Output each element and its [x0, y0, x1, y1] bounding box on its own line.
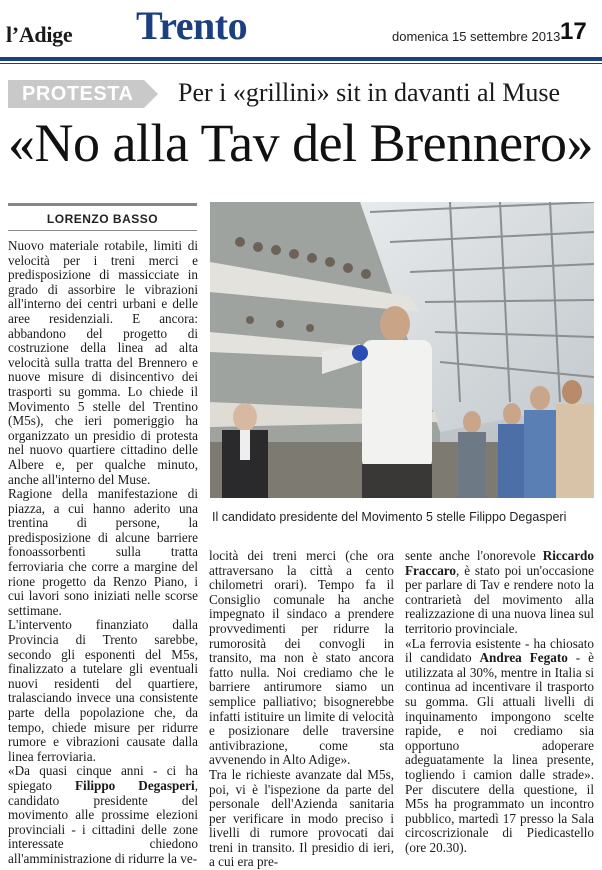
paragraph: «La ferrovia esistente - ha chiosato il candidato Andrea Fegato - è utilizzata al 30%, mentre in Italia si continua ad incentivare il trasporto su gomma. Gli attuali livelli di inquinamento impongono scelte rapide, e noi crediamo sia opportuno adoperare adeguatamente la linea presente, togliendo i camion dalle strade». Per discutere della questione, il M5s ha programmato un incontro pubblico, martedì 17 presso la Sala circoscrizionale di Piedicastello (ore 20.30). [405, 635, 594, 855]
paragraph: Nuovo materiale rotabile, limiti di velocità per i treni merci e predisposizione di massicciate in grado di assorbire le vibrazioni all'interno dei centri urbani e delle aree residenziali. E ancora: abbandono del progetto di costruzione della linea ad alta velocità sulla tratta del Brennero e nuove misure di disincentivo dei trasporti su gomma. Lo chiede il Movimento 5 stelle del Trentino (M5s), che ieri pomeriggio ha organizzato un presidio di protesta nel nuovo quartiere cittadino delle Albere e, per qualche minuto, anche all'interno del Muse. [8, 238, 198, 487]
headline: «No alla Tav del Brennero» [8, 113, 594, 173]
byline [8, 203, 197, 231]
person-name: Riccardo Fraccaro [405, 548, 594, 578]
paragraph: Tra le richieste avanzate dal M5s, poi, vi è l'ispezione da parte del personale dell'Azienda sanitaria per verificare in modo preciso i livelli di rumore provocati dai treni in transito. Il presidio di ieri, a cui era pre- [209, 766, 394, 870]
photo-caption: Il candidato presidente del Movimento 5 stelle Filippo Degasperi [212, 510, 567, 524]
masthead-rule [0, 57, 602, 61]
masthead [0, 0, 602, 58]
paragraph: «Da quasi cinque anni - ci ha spiegato Filippo Degasperi, candidato presidente del movimento alle prossime elezioni provinciali - i cittadini delle zone interessate chiedono all'amministrazione di ridurre la ve- [8, 763, 198, 866]
person-name: Andrea Fegato [479, 650, 568, 666]
paragraph: sente anche l'onorevole Riccardo Fraccaro, è stato poi un'occasione per parlare di Tav e rendere noto la contrarietà del movimento alla realizzazione di una nuova linea sul territorio provinciale. [405, 548, 594, 636]
kicker-arrow [144, 80, 158, 108]
page-number: 17 [560, 18, 587, 45]
person-name: Filippo Degasperi [74, 777, 195, 793]
byline-rule-bottom [8, 230, 197, 231]
article-photo [210, 202, 594, 498]
paragraph: L'intervento finanziato dalla Provincia di Trento sarebbe, secondo gli esponenti del M5s, finalizzato a tutelare gli eventuali nuovi residenti del quartiere, tralasciando invece una consistente parte della popolazione che, da tempo, chiede misure per ridurre rumore e vibrazioni causate dalla linea ferroviaria. [8, 617, 198, 764]
masthead-rule-thin [0, 63, 602, 64]
section-title: Trento [136, 3, 248, 48]
publication-name: l’Adige [6, 22, 73, 47]
subheadline: Per i «grillini» sit in davanti al Muse [178, 78, 561, 107]
article-column-1 [8, 239, 198, 867]
issue-date: domenica 15 settembre 2013 [392, 29, 561, 44]
author-name: LORENZO BASSO [46, 212, 159, 226]
kicker-label: PROTESTA [22, 83, 134, 105]
paragraph: locità dei treni merci (che ora attraversano la città a cento chilometri orari). Tempo fa il Consiglio comunale ha anche impegnato il sindaco a prendere provvedimenti per ridurre la rumorosità dei convogli in transito, ma non è stato ancora fatto nulla. Noi crediamo che le barriere antirumore siamo un semplice palliativo; bisognerebbe infatti istituire un limite di velocità e posizionare delle traversine antivibrazione, come sta avvenendo in Alto Adige». [209, 548, 394, 768]
article-column-3 [405, 549, 594, 855]
article-column-2 [209, 549, 394, 870]
paragraph: Ragione della manifestazione di piazza, a cui hanno aderito una trentina di persone, la predisposizione di alcune barriere fonoassorbenti sulla tratta ferroviaria che corre a margine del rione progetto da Renzo Piano, i cui lavori sono iniziati nelle scorse settimane. [8, 486, 198, 618]
